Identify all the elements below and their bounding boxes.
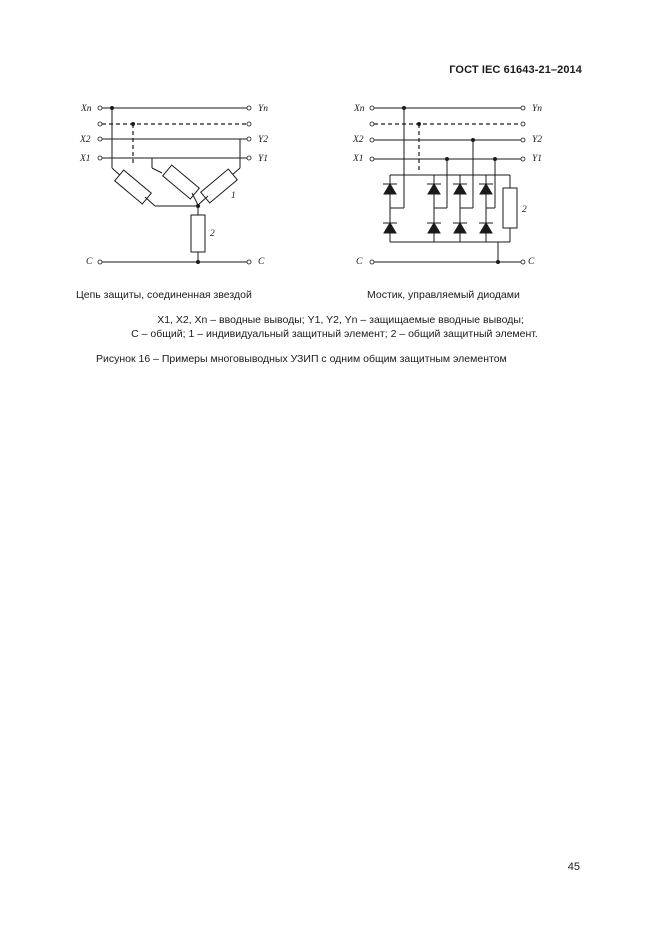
label-x2-left: X2 xyxy=(80,135,91,145)
label-c-left-bridge: C xyxy=(356,257,363,267)
label-c-right-bridge: C xyxy=(528,257,535,267)
label-x2-right: X2 xyxy=(353,135,364,145)
label-c-right: C xyxy=(258,257,265,267)
legend-line-2: C – общий; 1 – индивидуальный защитный элемент; 2 – общий защитный элемент. xyxy=(131,328,538,340)
label-y1-left: Y1 xyxy=(258,154,269,164)
figure-title: Рисунок 16 – Примеры многовыводных УЗИП с одним общим защитным элементом xyxy=(96,353,507,365)
star-circuit-diagram xyxy=(79,104,268,267)
label-xn-right: Xn xyxy=(354,104,365,114)
label-y2-right: Y2 xyxy=(532,135,543,145)
label-x1-right: X1 xyxy=(353,154,364,164)
label-y1-right: Y1 xyxy=(532,154,543,164)
label-common-element-left: 2 xyxy=(210,229,215,239)
label-x1-left: X1 xyxy=(80,154,91,164)
diode-bridge-diagram xyxy=(352,104,542,267)
legend-line-1: X1, X2, Xn – вводные выводы; Y1, Y2, Yn – защищаемые вводные выводы; xyxy=(157,314,524,326)
label-y2-left: Y2 xyxy=(258,135,269,145)
label-yn-left: Yn xyxy=(258,104,269,114)
label-xn-left: Xn xyxy=(81,104,92,114)
circuit-diagrams xyxy=(0,0,661,300)
label-common-element-right: 2 xyxy=(522,205,527,215)
document-standard-number: ГОСТ IEC 61643-21–2014 xyxy=(449,64,582,76)
label-individual-element-left: 1 xyxy=(231,191,236,201)
label-yn-right: Yn xyxy=(532,104,543,114)
caption-star-circuit: Цепь защиты, соединенная звездой xyxy=(76,289,252,301)
caption-diode-bridge: Мостик, управляемый диодами xyxy=(367,289,520,301)
page-number: 45 xyxy=(567,861,580,873)
label-c-left: C xyxy=(86,257,93,267)
